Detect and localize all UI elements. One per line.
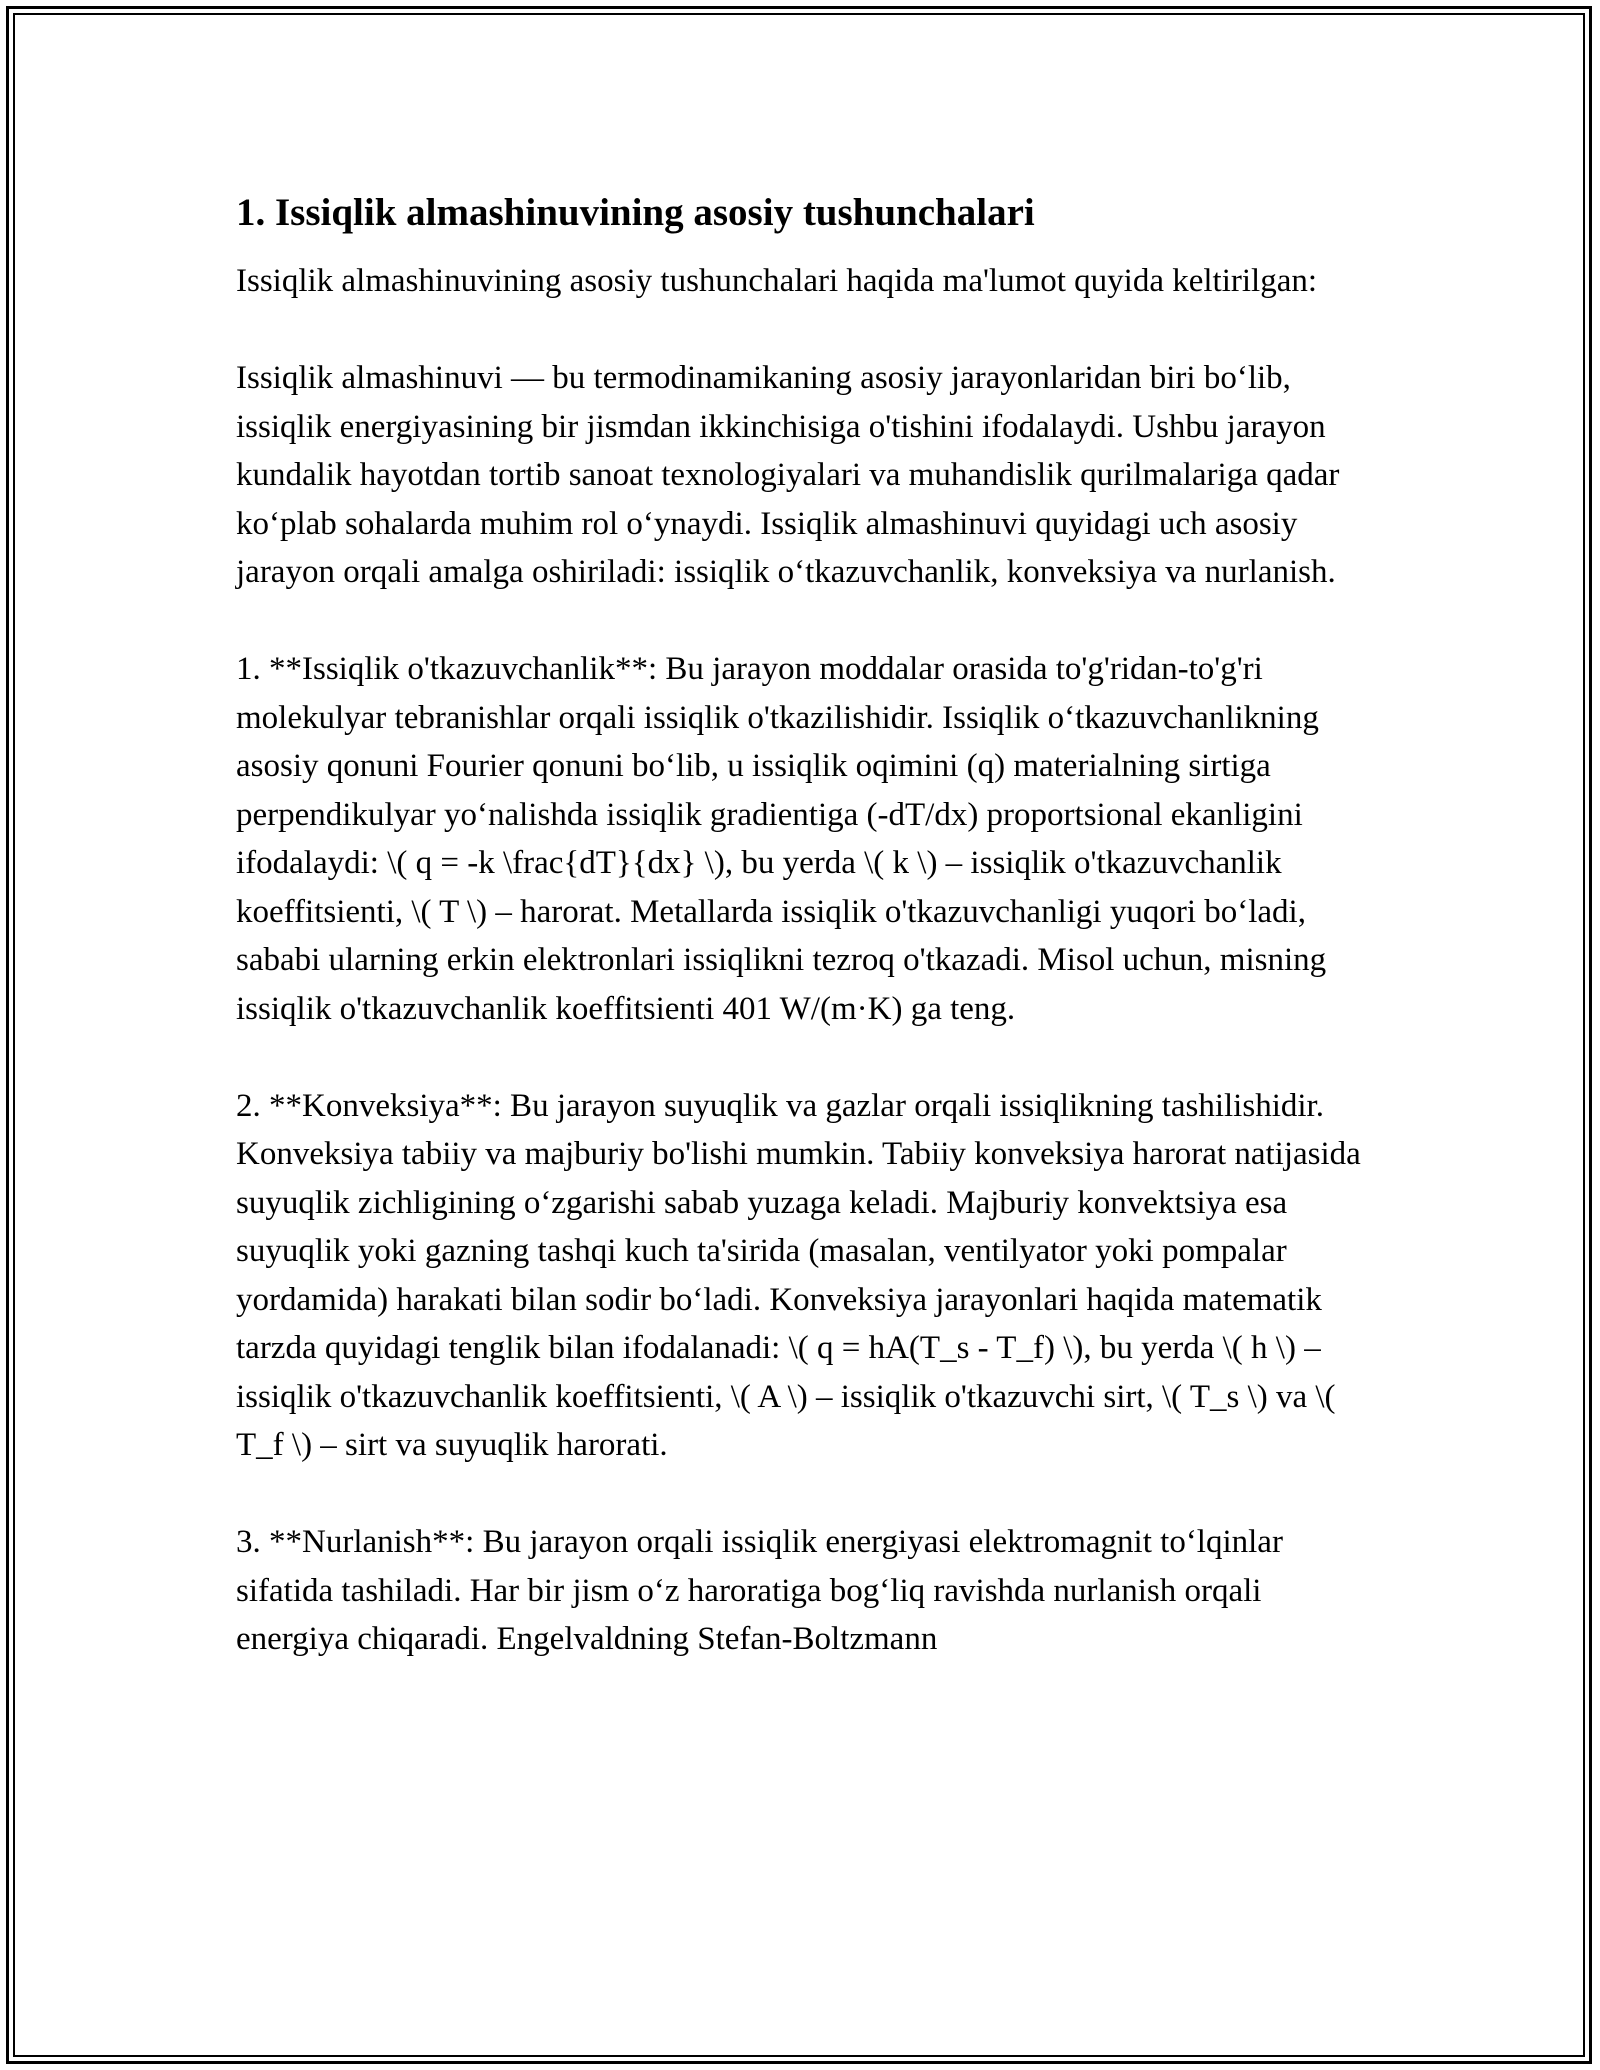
- radiation-paragraph: 3. **Nurlanish**: Bu jarayon orqali issiqlik energiyasi elektromagnit to‘lqinlar sifatida tashiladi. Har bir jism o‘z haroratiga bog‘liq ravishda nurlanish orqali energiya chiqaradi. Engelvaldning Stefan-Boltzmann: [236, 1524, 1283, 1657]
- conduction-paragraph: 1. **Issiqlik o'tkazuvchanlik**: Bu jarayon moddalar orasida to'g'ridan-to'g'ri molekulyar tebranishlar orqali issiqlik o'tkazilishidir. Issiqlik o‘tkazuvchanlikning asosiy qonuni Fourier qonuni bo‘lib, u issiqlik oqimini (q) materialning sirtiga perpendikulyar yo‘nalishda issiqlik gradientiga (-dT/dx) proportsional ekanligini ifodalaydi: \( q = -k \frac{dT}{dx} \), bu yerda \( k \) – issiqlik o'tkazuvchanlik koeffitsienti, \( T \) – harorat. Metallarda issiqlik o'tkazuvchanligi yuqori bo‘ladi, sababi ularning erkin elektronlari issiqlikni tezroq o'tkazadi. Misol uchun, misning issiqlik o'tkazuvchanlik koeffitsienti 401 W/(m·K) ga teng.: [236, 651, 1327, 1027]
- section-heading: 1. Issiqlik almashinuvining asosiy tushunchalari: [236, 191, 1035, 234]
- convection-paragraph: 2. **Konveksiya**: Bu jarayon suyuqlik va gazlar orqali issiqlikning tashilishidir. Konveksiya tabiiy va majburiy bo'lishi mumkin. Tabiiy konveksiya harorat natijasida suyuqlik zichligining o‘zgarishi sabab yuzaga keladi. Majburiy konvektsiya esa suyuqlik yoki gazning tashqi kuch ta'sirida (masalan, ventilyator yoki pompalar yordamida) harakati bilan sodir bo‘ladi. Konveksiya jarayonlari haqida matematik tarzda quyidagi tenglik bilan ifodalanadi: \( q = hA(T_s - T_f) \), bu yerda \( h \) – issiqlik o'tkazuvchanlik koeffitsienti, \( A \) – issiqlik o'tkazuvchi sirt, \( T_s \) va \( T_f \) – sirt va suyuqlik harorati.: [236, 1087, 1361, 1463]
- overview-paragraph: Issiqlik almashinuvi — bu termodinamikaning asosiy jarayonlaridan biri bo‘lib, issiqlik energiyasining bir jismdan ikkinchisiga o'tishini ifodalaydi. Ushbu jarayon kundalik hayotdan tortib sanoat texnologiyalari va muhandislik qurilmalariga qadar ko‘plab sohalarda muhim rol o‘ynaydi. Issiqlik almashinuvi quyidagi uch asosiy jarayon orqali amalga oshiriladi: issiqlik o‘tkazuvchanlik, konveksiya va nurlanish.: [236, 360, 1340, 590]
- document-body: [236, 185, 1376, 1712]
- intro-paragraph: Issiqlik almashinuvining asosiy tushunchalari haqida ma'lumot quyida keltirilgan:: [236, 263, 1318, 299]
